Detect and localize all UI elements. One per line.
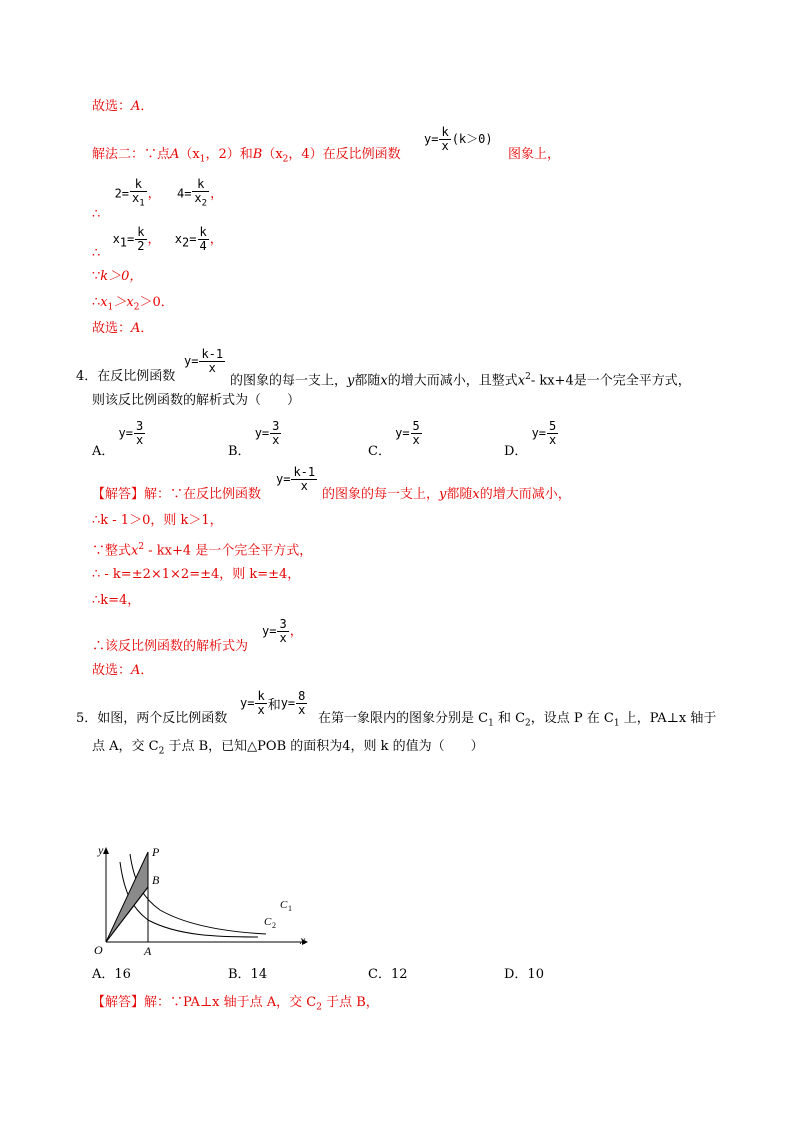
q4-option-c: C． y= $\frac{5}{x}$: [368, 419, 420, 459]
question-5-line-2: 点 A，交 $C_2$ 于点 B，已知△POB 的面积为4，则 k 的值为（ ）: [92, 739, 484, 757]
question-4-line-2: 则该反比例函数的解析式为（ ）: [92, 393, 301, 408]
label-a: A: [144, 944, 152, 957]
question-5-line-1-a: 5．如图，两个反比例函数: [76, 711, 228, 726]
answer-4-line-6: ∴该反比例函数的解析式为: [92, 639, 249, 654]
answer-5-line-1: 【解答】解：∵PA⊥x 轴于点 A，交 $C_2$ 于点 B，: [92, 995, 379, 1013]
q4-option-d: D． y= $\frac{5}{x}$: [504, 419, 557, 459]
solution2-suffix: 图象上，: [508, 147, 561, 162]
label-c2-sub: 2: [272, 921, 276, 930]
q5-option-c: C．12: [368, 967, 408, 982]
answer-4-line-1-rest: 的图象的每一支上，y都随x的增大而减小，: [322, 487, 571, 502]
solution2-function: y= $\frac{k}{x}$ (k＞0): [424, 125, 493, 153]
label-c1: C: [280, 899, 288, 911]
answer-4-line-1: 【解答】解：∵在反比例函数: [92, 487, 262, 502]
solution2-line: 解法二：∵点$A(x_1$，2）和$B(x_2$，4）在反比例函数: [92, 147, 401, 165]
label-b: B: [152, 873, 160, 887]
q5-option-b: B．14: [228, 967, 268, 982]
q4-option-b: B． y= $\frac{3}{x}$: [228, 419, 280, 459]
label-x: x: [300, 933, 306, 947]
answer-4-line-4: ∴ - k=±2×1×2=±4，则 k=±4，: [92, 567, 301, 582]
answer-4-line-6-function: y= $\frac{3}{x}$ ，: [262, 617, 303, 645]
k-positive-line: ∵k＞0，: [92, 269, 143, 284]
x-order-line: $\therefore x_1>x_2>0$．: [92, 295, 174, 313]
triangle-pob: [106, 852, 148, 942]
answer-line-1: 故选：A．: [92, 99, 154, 114]
label-c1-sub: 1: [288, 904, 292, 913]
q5-option-a: A．16: [92, 967, 131, 982]
question-4-function: y= $\frac{k-1}{x}$: [184, 347, 224, 375]
y-axis-arrow: [103, 847, 109, 854]
label-p: P: [152, 845, 160, 859]
eq-line-2: ∴ $x_1=$ $\frac{k}{2}$ ， $x_2=$ $\frac{k}{4}$ ，: [92, 225, 223, 261]
question-4-line-1: 4．在反比例函数: [76, 369, 176, 384]
answer-4-line-3: ∵整式$x^2 - kx+4$ 是一个完全平方式，: [92, 542, 313, 559]
answer-line-2: 故选：A．: [92, 321, 154, 336]
q4-option-a: A． y= $\frac{3}{x}$: [92, 419, 144, 459]
answer-4-line-2: ∴k - 1＞0，则 k＞1，: [92, 513, 223, 528]
eq-line-1: ∴ 2= $\frac{k}{x_1}$ ， 4= $\frac{k}{x_2}$ ，: [92, 177, 224, 222]
curve-c1: [130, 854, 266, 934]
hyperbola-diagram: [88, 842, 318, 957]
answer-4-line-7: 故选：A．: [92, 663, 154, 678]
answer-4-line-5: ∴k=4，: [92, 593, 141, 608]
question-5-line-1-b: 在第一象限内的图象分别是 $C_1$ 和 $C_2$，设点 P 在 $C_1$ 上，PA⊥x 轴于: [318, 711, 717, 729]
answer-4-function: y= $\frac{k-1}{x}$: [276, 465, 316, 493]
question-4-line-1-rest: 的图象的每一支上，y都随x的增大而减小，且整式$x^2-$ kx+4是一个完全平方式，: [230, 372, 691, 389]
label-o: O: [94, 943, 103, 957]
label-c2: C: [264, 916, 272, 928]
question-5-functions: y= $\frac{k}{x}$ 和y= $\frac{8}{x}$: [240, 689, 306, 717]
q5-option-d: D．10: [504, 967, 544, 982]
label-y: y: [98, 843, 104, 857]
